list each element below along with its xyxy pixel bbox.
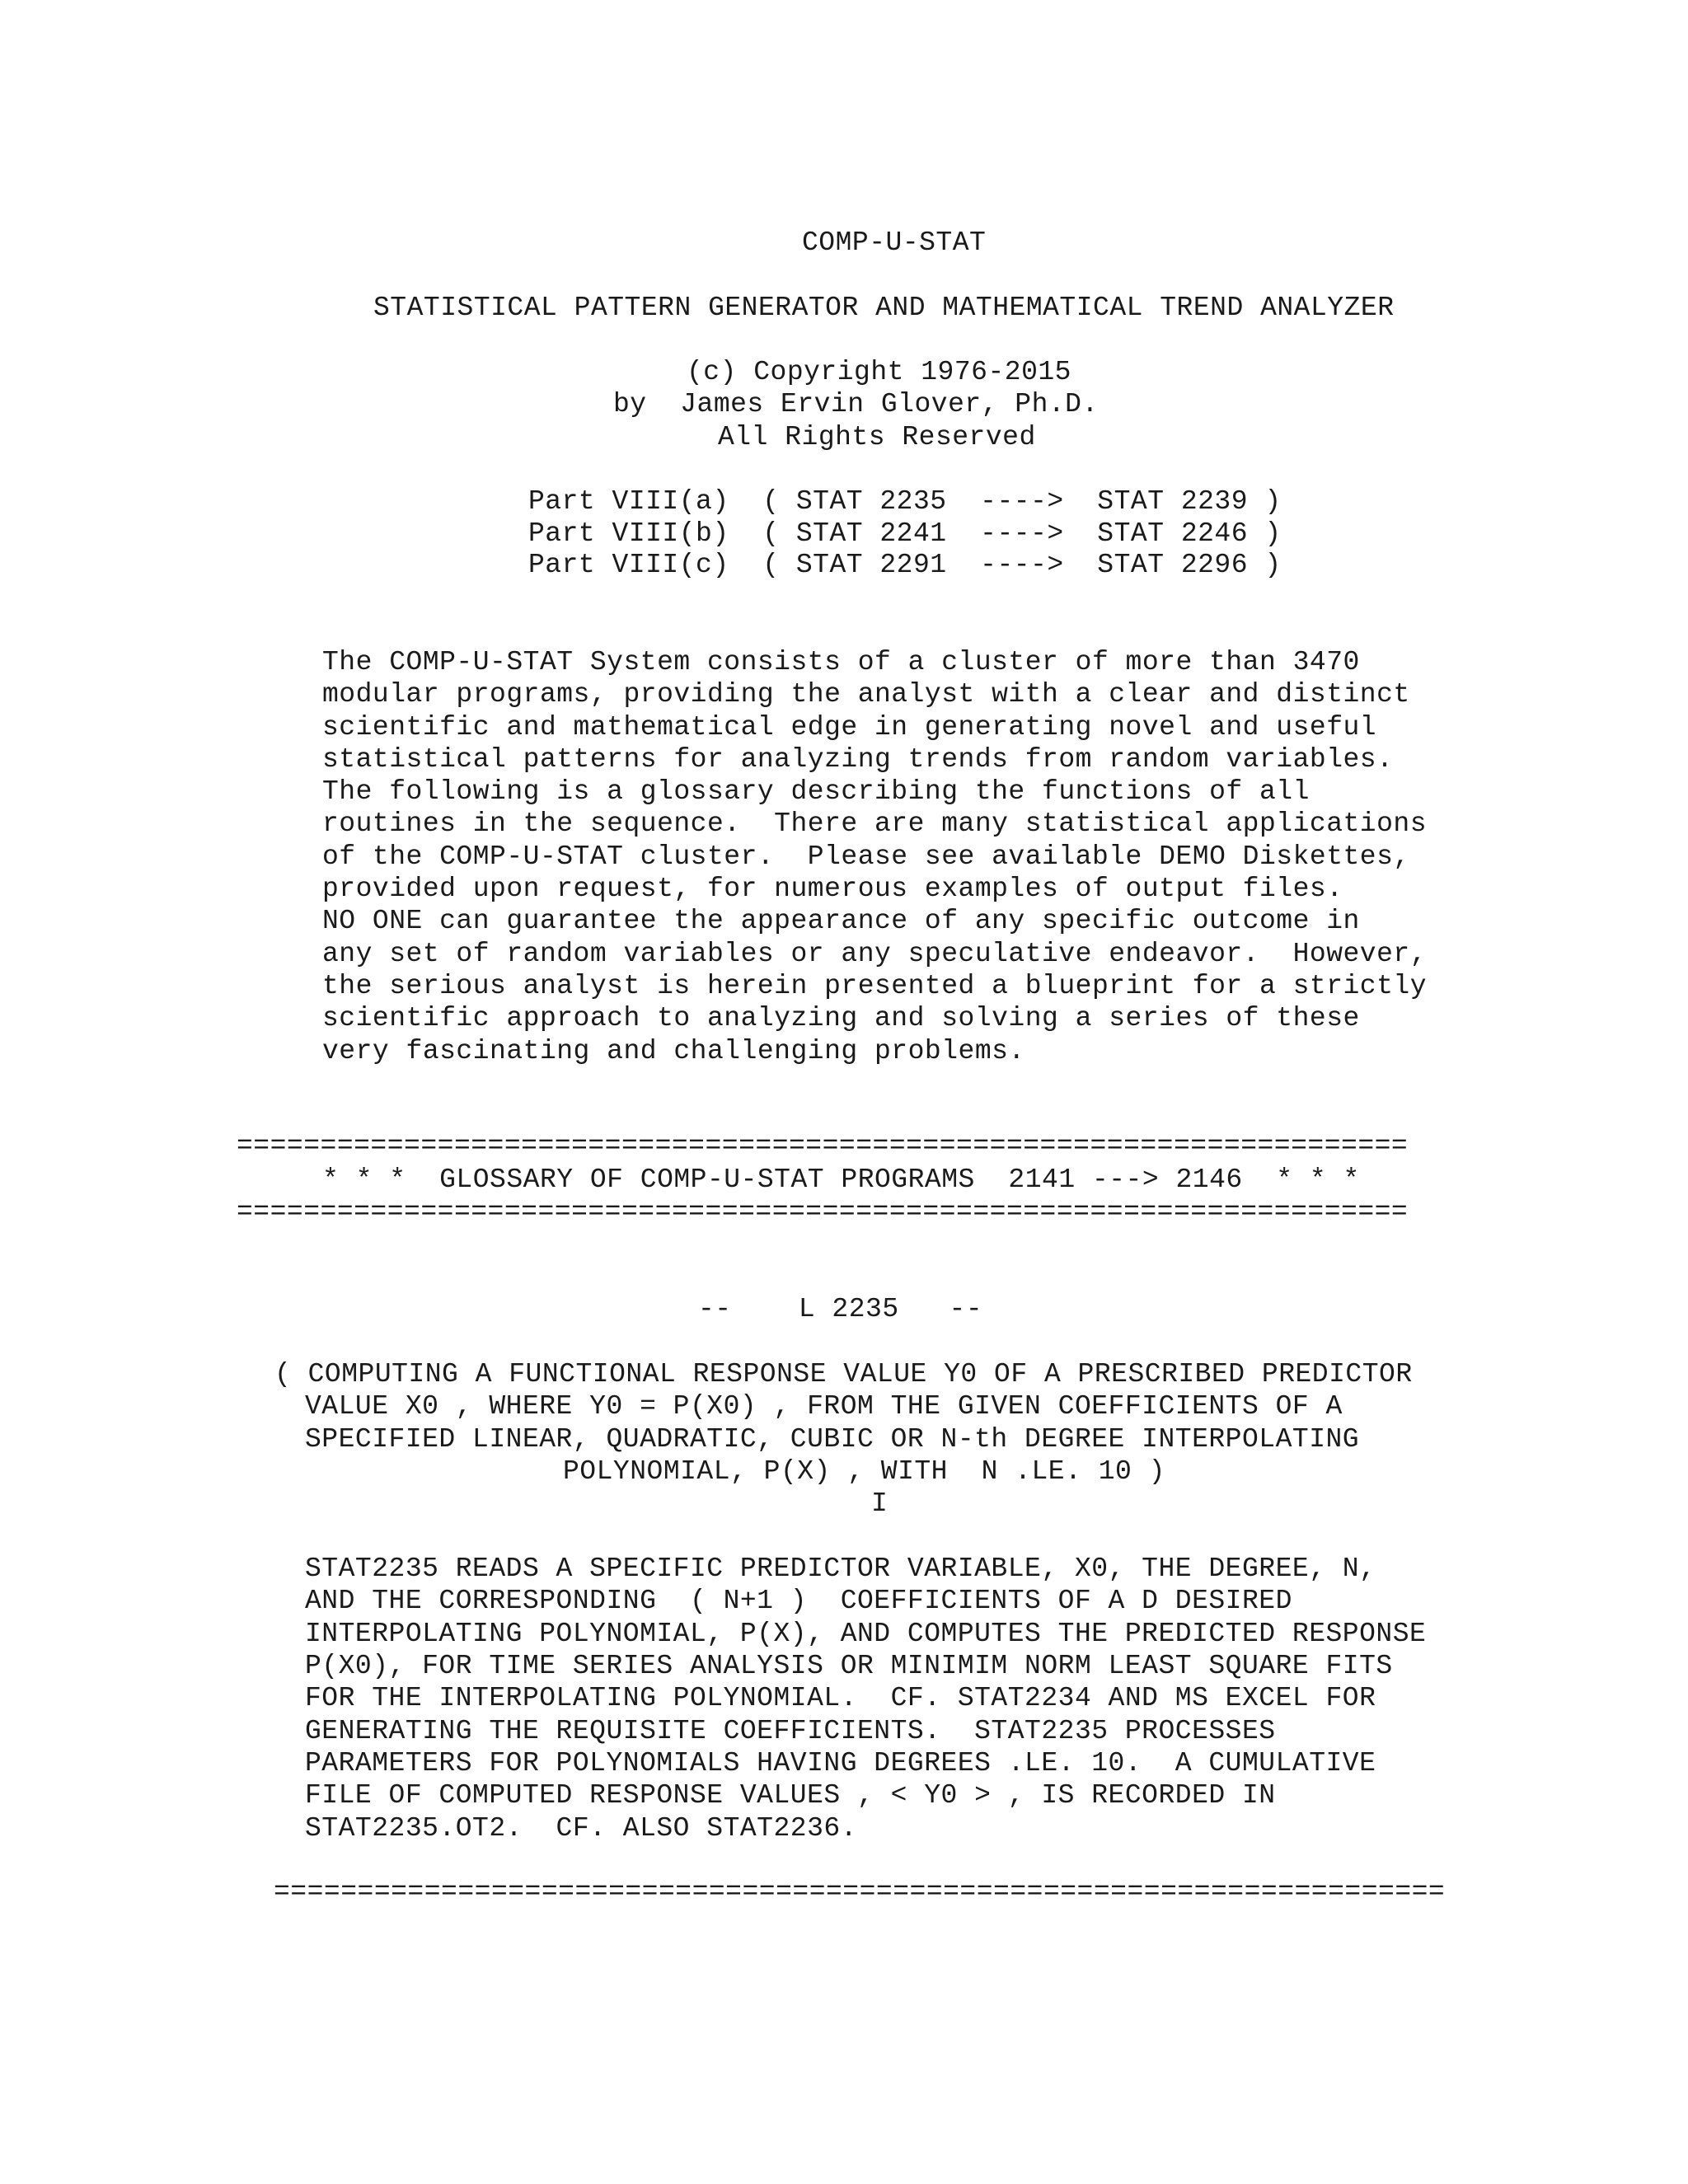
part-line: Part VIII(c) ( STAT 2291 ----> STAT 2296 ) <box>528 550 1282 580</box>
part-line: Part VIII(a) ( STAT 2235 ----> STAT 2239 ) <box>528 486 1282 517</box>
intro-line: scientific approach to analyzing and solving a series of these <box>322 1003 1360 1033</box>
body-line: AND THE CORRESPONDING ( N+1 ) COEFFICIENTS OF A D DESIRED <box>305 1586 1292 1616</box>
intro-line: very fascinating and challenging problems. <box>322 1036 1025 1066</box>
intro-line: The following is a glossary describing the functions of all <box>322 776 1310 807</box>
intro-line: The COMP-U-STAT System consists of a cluster of more than 3470 <box>322 647 1360 677</box>
intro-line: NO ONE can guarantee the appearance of any specific outcome in <box>322 906 1360 936</box>
intro-line: modular programs, providing the analyst with a clear and distinct <box>322 679 1410 710</box>
intro-line: scientific and mathematical edge in generating novel and useful <box>322 712 1377 743</box>
body-line: STAT2235.OT2. CF. ALSO STAT2236. <box>305 1813 858 1844</box>
divider-rule: ====================================================================== <box>237 1131 1409 1161</box>
body-line: STAT2235 READS A SPECIFIC PREDICTOR VARIABLE, X0, THE DEGREE, N, <box>305 1554 1376 1584</box>
intro-line: of the COMP-U-STAT cluster. Please see available DEMO Diskettes, <box>322 841 1410 872</box>
intro-line: statistical patterns for analyzing trends from random variables. <box>322 744 1394 775</box>
description-line: POLYNOMIAL, P(X) , WITH N .LE. 10 ) <box>563 1456 1165 1487</box>
intro-line: routines in the sequence. There are many statistical applications <box>322 808 1428 839</box>
divider-rule: ====================================================================== <box>237 1197 1409 1227</box>
author-line: by James Ervin Glover, Ph.D. <box>613 389 1099 419</box>
description-line: SPECIFIED LINEAR, QUADRATIC, CUBIC OR N-th DEGREE INTERPOLATING <box>305 1424 1360 1455</box>
description-line: VALUE X0 , WHERE Y0 = P(X0) , FROM THE GIVEN COEFFICIENTS OF A <box>305 1391 1343 1422</box>
cursor-marker: I <box>871 1488 889 1519</box>
copyright-line: (c) Copyright 1976-2015 <box>687 357 1071 387</box>
section-heading: -- L 2235 -- <box>698 1294 983 1324</box>
intro-line: any set of random variables or any speculative endeavor. However, <box>322 939 1428 969</box>
rights-line: All Rights Reserved <box>718 422 1036 452</box>
part-line: Part VIII(b) ( STAT 2241 ----> STAT 2246 ) <box>528 518 1282 549</box>
body-line: FILE OF COMPUTED RESPONSE VALUES , < Y0 > , IS RECORDED IN <box>305 1780 1276 1811</box>
body-line: GENERATING THE REQUISITE COEFFICIENTS. STAT2235 PROCESSES <box>305 1716 1276 1746</box>
doc-subtitle: STATISTICAL PATTERN GENERATOR AND MATHEMATICAL TREND ANALYZER <box>373 293 1395 323</box>
body-line: PARAMETERS FOR POLYNOMIALS HAVING DEGREES .LE. 10. A CUMULATIVE <box>305 1748 1376 1779</box>
description-line: ( COMPUTING A FUNCTIONAL RESPONSE VALUE Y0 OF A PRESCRIBED PREDICTOR <box>274 1359 1413 1390</box>
intro-line: provided upon request, for numerous examples of output files. <box>322 874 1343 904</box>
body-line: P(X0), FOR TIME SERIES ANALYSIS OR MINIMIM NORM LEAST SQUARE FITS <box>305 1651 1393 1681</box>
doc-title: COMP-U-STAT <box>802 227 987 258</box>
body-line: FOR THE INTERPOLATING POLYNOMIAL. CF. STAT2234 AND MS EXCEL FOR <box>305 1683 1376 1713</box>
body-line: INTERPOLATING POLYNOMIAL, P(X), AND COMPUTES THE PREDICTED RESPONSE <box>305 1619 1427 1649</box>
intro-line: the serious analyst is herein presented a blueprint for a strictly <box>322 971 1428 1001</box>
glossary-banner: * * * GLOSSARY OF COMP-U-STAT PROGRAMS 2141 ---> 2146 * * * <box>322 1165 1360 1195</box>
divider-rule: ====================================================================== <box>274 1877 1446 1907</box>
